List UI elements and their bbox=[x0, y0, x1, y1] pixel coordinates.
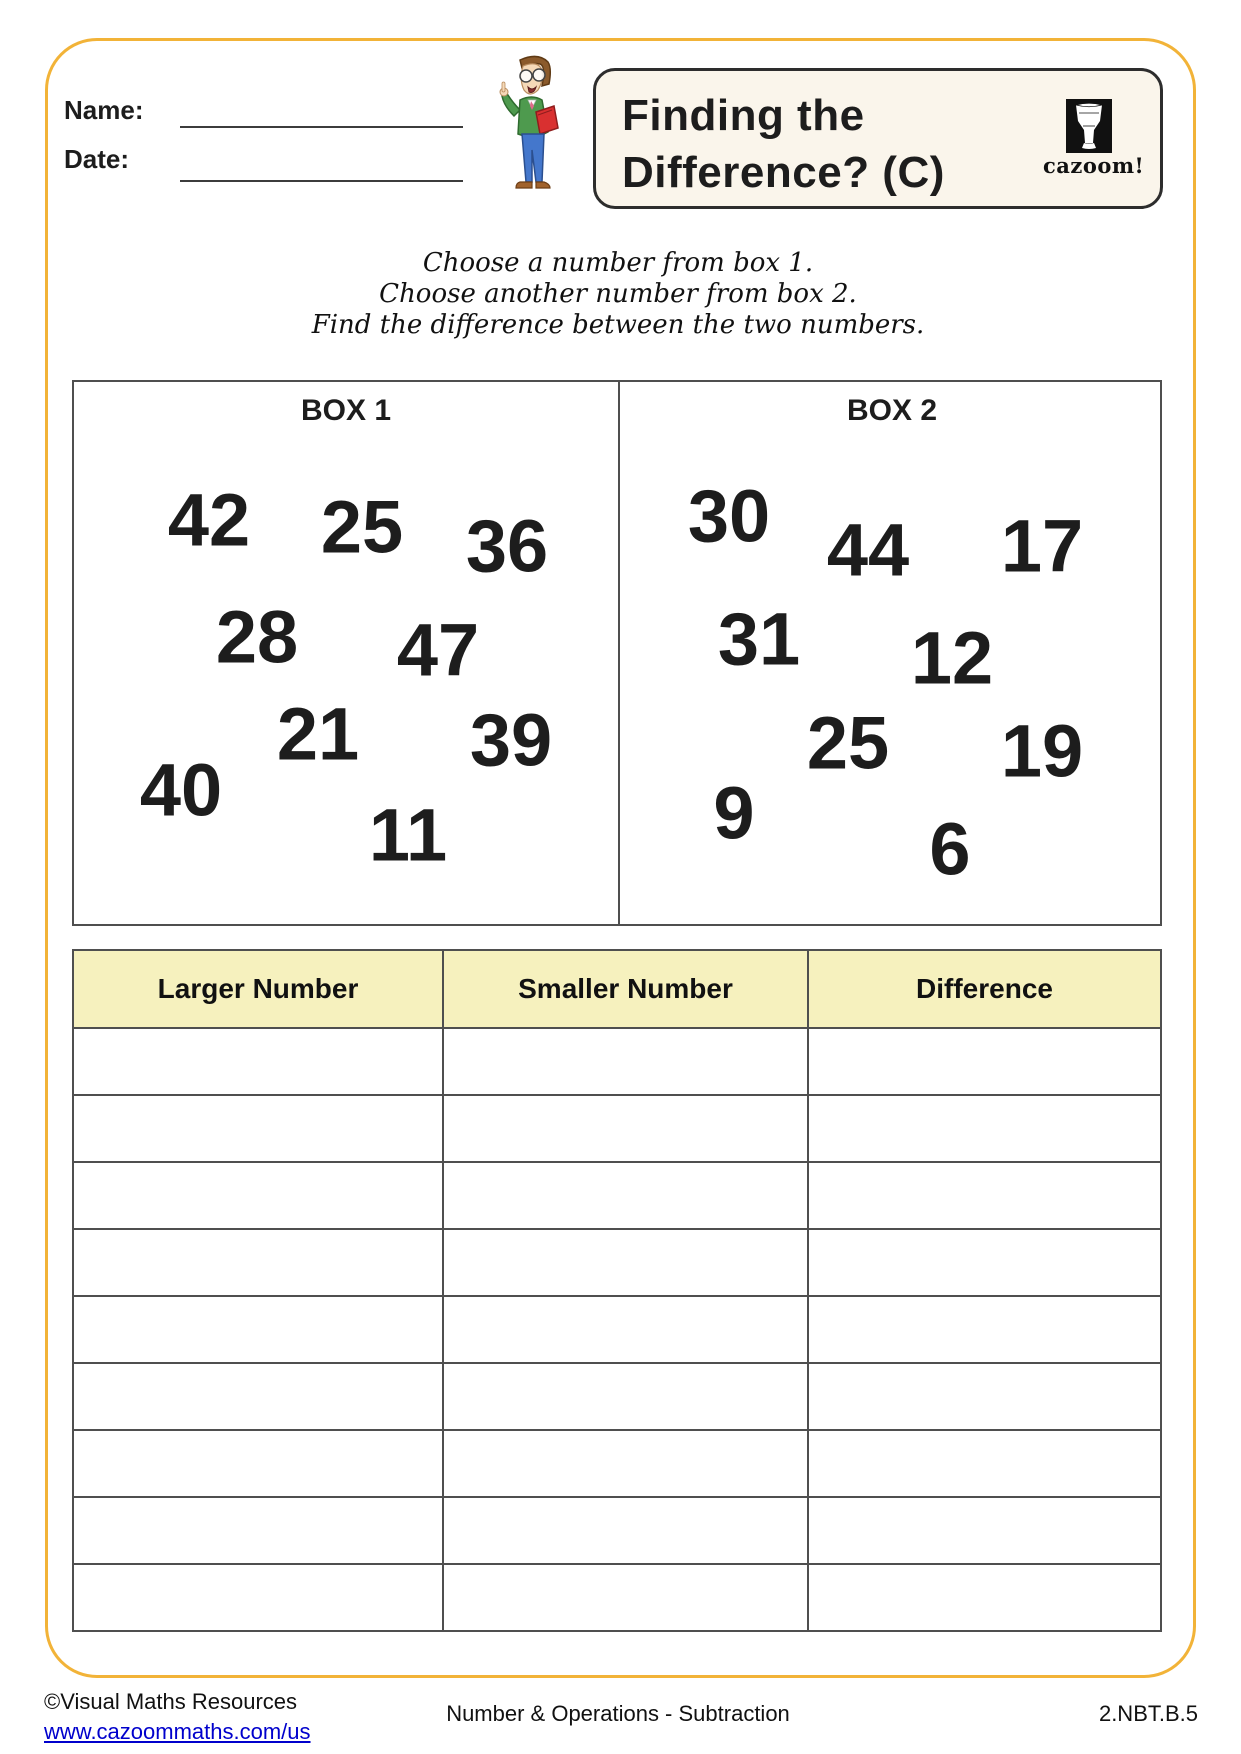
table-row bbox=[74, 1496, 1160, 1563]
table-cell-empty bbox=[74, 1364, 444, 1429]
scattered-number-25: 25 bbox=[320, 485, 404, 569]
table-cell-empty bbox=[809, 1498, 1160, 1563]
table-row bbox=[74, 1295, 1160, 1362]
scattered-number-11: 11 bbox=[368, 793, 448, 877]
title-line-1: Finding the bbox=[622, 91, 865, 140]
table-cell-empty bbox=[444, 1096, 809, 1161]
table-row bbox=[74, 1429, 1160, 1496]
instruction-line-3: Find the difference between the two numbers. bbox=[311, 310, 925, 340]
teacher-pants bbox=[522, 134, 544, 182]
instruction-line-1: Choose a number from box 1. bbox=[422, 248, 814, 278]
box2-title: BOX 2 bbox=[846, 394, 938, 427]
table-cell-empty bbox=[444, 1297, 809, 1362]
table-cell-empty bbox=[809, 1431, 1160, 1496]
table-cell-empty bbox=[444, 1364, 809, 1429]
scattered-number-44: 44 bbox=[826, 508, 910, 592]
table-cell-empty bbox=[809, 1096, 1160, 1161]
instruction-line-2: Choose another number from box 2. bbox=[379, 279, 857, 309]
scattered-number-21: 21 bbox=[276, 692, 360, 776]
column-header-smaller-number: Smaller Number bbox=[444, 951, 809, 1027]
number-box-2 bbox=[620, 382, 1164, 924]
scattered-number-25: 25 bbox=[806, 701, 890, 785]
table-cell-empty bbox=[74, 1431, 444, 1496]
scattered-number-30: 30 bbox=[687, 474, 771, 558]
teacher-illustration bbox=[492, 54, 566, 224]
table-header-row bbox=[74, 951, 1160, 1027]
book-icon bbox=[536, 106, 558, 134]
scattered-number-40: 40 bbox=[139, 748, 223, 832]
scattered-number-17: 17 bbox=[1000, 504, 1084, 588]
scattered-number-19: 19 bbox=[1000, 709, 1084, 793]
teacher-shoes bbox=[516, 182, 532, 188]
scattered-number-47: 47 bbox=[396, 608, 480, 692]
footer-topic: Number & Operations - Subtraction bbox=[446, 1701, 790, 1726]
table-row bbox=[74, 1094, 1160, 1161]
table-cell-empty bbox=[74, 1230, 444, 1295]
scattered-number-12: 12 bbox=[910, 616, 994, 700]
scattered-number-31: 31 bbox=[717, 597, 801, 681]
scattered-number-9: 9 bbox=[713, 771, 755, 855]
table-cell-empty bbox=[444, 1230, 809, 1295]
drum-icon bbox=[1066, 99, 1112, 153]
footer-link[interactable]: www.cazoommaths.com/us bbox=[44, 1719, 311, 1744]
footer-copyright: ©Visual Maths Resources bbox=[44, 1689, 298, 1714]
table-cell-empty bbox=[74, 1297, 444, 1362]
answer-table bbox=[72, 949, 1162, 1632]
box1-title: BOX 1 bbox=[300, 394, 392, 427]
table-cell-empty bbox=[444, 1498, 809, 1563]
worksheet-title bbox=[622, 87, 945, 201]
instructions bbox=[45, 248, 1191, 341]
table-cell-empty bbox=[809, 1163, 1160, 1228]
table-row bbox=[74, 1161, 1160, 1228]
table-cell-empty bbox=[74, 1029, 444, 1094]
cazoom-logo bbox=[1043, 99, 1145, 178]
date-line bbox=[180, 180, 463, 182]
table-row bbox=[74, 1228, 1160, 1295]
footer-standard: 2.NBT.B.5 bbox=[1098, 1701, 1198, 1726]
table-row bbox=[74, 1362, 1160, 1429]
table-cell-empty bbox=[809, 1029, 1160, 1094]
table-cell-empty bbox=[444, 1163, 809, 1228]
logo-wordmark: cazoom! bbox=[1043, 153, 1145, 178]
scattered-number-42: 42 bbox=[167, 478, 251, 562]
table-cell-empty bbox=[74, 1565, 444, 1630]
name-label: Name: bbox=[64, 95, 144, 125]
table-cell-empty bbox=[444, 1029, 809, 1094]
title-box bbox=[593, 68, 1163, 209]
table-cell-empty bbox=[809, 1565, 1160, 1630]
table-row bbox=[74, 1563, 1160, 1630]
table-cell-empty bbox=[74, 1498, 444, 1563]
table-cell-empty bbox=[809, 1230, 1160, 1295]
table-cell-empty bbox=[74, 1163, 444, 1228]
table-row bbox=[74, 1027, 1160, 1094]
date-label: Date: bbox=[64, 144, 130, 174]
number-boxes bbox=[72, 380, 1162, 926]
scattered-number-6: 6 bbox=[929, 807, 971, 891]
table-cell-empty bbox=[809, 1297, 1160, 1362]
column-header-difference: Difference bbox=[916, 973, 1053, 1004]
table-cell-empty bbox=[74, 1096, 444, 1161]
glasses-icon bbox=[520, 70, 532, 82]
scattered-number-39: 39 bbox=[469, 698, 553, 782]
scattered-number-28: 28 bbox=[215, 595, 299, 679]
table-cell-empty bbox=[444, 1565, 809, 1630]
table-cell-empty bbox=[809, 1364, 1160, 1429]
title-line-2: Difference? (C) bbox=[622, 148, 945, 197]
table-cell-empty bbox=[444, 1431, 809, 1496]
name-line bbox=[180, 126, 463, 128]
number-box-1 bbox=[74, 382, 620, 924]
column-header-larger-number: Larger Number bbox=[74, 951, 444, 1027]
scattered-number-36: 36 bbox=[465, 504, 549, 588]
